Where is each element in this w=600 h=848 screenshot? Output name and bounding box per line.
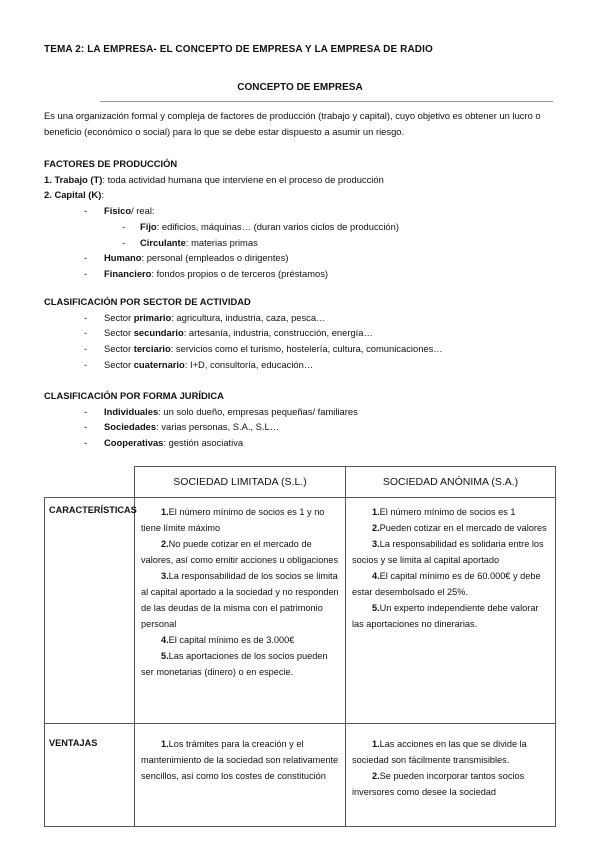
sector-heading: CLASIFICACIÓN POR SECTOR DE ACTIVIDAD bbox=[44, 296, 251, 307]
sl-car-item-1: 1.El número mínimo de socios es 1 y no tiene límite máximo bbox=[141, 507, 325, 533]
row-label-ventajas: VENTAJAS bbox=[45, 724, 135, 827]
sa-car-item-4: 4.El capital mínimo es de 60.000€ y debe estar desembolsado el 25%. bbox=[352, 571, 541, 597]
sa-car-item-3: 3.La responsabilidad es solidaria entre los socios y se limita al capital aportado bbox=[352, 539, 544, 565]
factor-capital: 2. Capital (K): bbox=[44, 189, 104, 201]
row-label-caracteristicas: CARACTERÍSTICAS bbox=[45, 498, 135, 724]
sa-car-item-5: 5.Un experto independiente debe valorar las aportaciones no dinerarias. bbox=[352, 603, 539, 629]
sa-ven-item-1: 1.Las acciones en las que se divide la sociedad son fácilmente transmisibles. bbox=[352, 739, 527, 765]
factores-section bbox=[44, 156, 564, 282]
sl-ven-item-1: 1.Los trámites para la creación y el mantenimiento de la sociedad son relativamente sencillos, así como los costes de constitución bbox=[141, 739, 339, 781]
forma-section bbox=[44, 388, 564, 451]
sector-secundario: - Sector secundario: artesanía, industria, construcción, energía… bbox=[84, 327, 373, 339]
sl-car-item-4: 4.El capital mínimo es de 3.000€ bbox=[161, 635, 295, 645]
sector-section bbox=[44, 294, 564, 373]
capital-fisico: - Físico/ real: bbox=[84, 205, 155, 217]
capital-fijo: - Fijo: edificios, máquinas… (duran varios ciclos de producción) bbox=[122, 220, 399, 232]
intro-paragraph: Es una organización formal y compleja de factores de producción (trabajo y capital), cuyo objetivo es obtener un lucro o beneficio (económico o social) para lo que se debe estar dispuesto a asumir un riesgo. bbox=[44, 110, 541, 137]
header-sa: SOCIEDAD ANÓNIMA (S.A.) bbox=[346, 467, 556, 498]
forma-heading: CLASIFICACIÓN POR FORMA JURÍDICA bbox=[44, 390, 224, 401]
sa-car-item-1: 1.El número mínimo de socios es 1 bbox=[372, 507, 516, 517]
forma-cooperativas: - Cooperativas: gestión asociativa bbox=[84, 437, 244, 449]
capital-financiero: - Financiero: fondos propios o de terceros (préstamos) bbox=[84, 267, 329, 279]
sl-car-item-3: 3.La responsabilidad de los socios se limita al capital aportado a la sociedad y no responden de las deudas de la misma con el patrimonio personal bbox=[141, 571, 339, 629]
section-title-concepto: CONCEPTO DE EMPRESA bbox=[237, 82, 363, 93]
sector-primario: - Sector primario: agricultura, industria, caza, pesca… bbox=[84, 311, 326, 323]
factores-heading: FACTORES DE PRODUCCIÓN bbox=[44, 158, 178, 169]
forma-sociedades: - Sociedades: varias personas, S.A., S.L… bbox=[84, 421, 280, 433]
sl-car-item-5: 5.Las aportaciones de los socios pueden ser monetarias (dinero) o en especie. bbox=[141, 651, 328, 677]
capital-circulante: - Circulante: materias primas bbox=[122, 236, 258, 248]
comparison-table bbox=[44, 466, 556, 827]
sa-car-item-2: 2.Pueden cotizar en el mercado de valores bbox=[372, 523, 547, 533]
table-row-ventajas bbox=[45, 724, 556, 827]
sa-ven-item-2: 2.Se pueden incorporar tantos socios inversores como desee la sociedad bbox=[352, 771, 525, 797]
table-corner-cell bbox=[45, 467, 135, 498]
sl-car-item-2: 2.No puede cotizar en el mercado de valores, así como emitir acciones u obligaciones bbox=[141, 539, 339, 565]
table-row-caracteristicas bbox=[45, 498, 556, 724]
sector-terciario: - Sector terciario: servicios como el turismo, hostelería, cultura, comunicaciones… bbox=[84, 343, 443, 355]
sector-cuaternario: - Sector cuaternario: I+D, consultoría, educación… bbox=[84, 358, 314, 370]
cell-sl-caracteristicas bbox=[135, 498, 346, 724]
capital-humano: - Humano: personal (empleados o dirigentes) bbox=[84, 252, 289, 264]
cell-sa-ventajas bbox=[346, 724, 556, 827]
factor-trabajo: 1. Trabajo (T): toda actividad humana que interviene en el proceso de producción bbox=[44, 173, 384, 185]
document-title: TEMA 2: LA EMPRESA- EL CONCEPTO DE EMPRESA Y LA EMPRESA DE RADIO bbox=[44, 44, 433, 55]
divider-line bbox=[100, 101, 553, 102]
header-sl: SOCIEDAD LIMITADA (S.L.) bbox=[135, 467, 346, 498]
cell-sl-ventajas bbox=[135, 724, 346, 827]
table-header-row bbox=[45, 467, 556, 498]
cell-sa-caracteristicas bbox=[346, 498, 556, 724]
forma-individuales: - Individuales: un solo dueño, empresas pequeñas/ familiares bbox=[84, 405, 358, 417]
